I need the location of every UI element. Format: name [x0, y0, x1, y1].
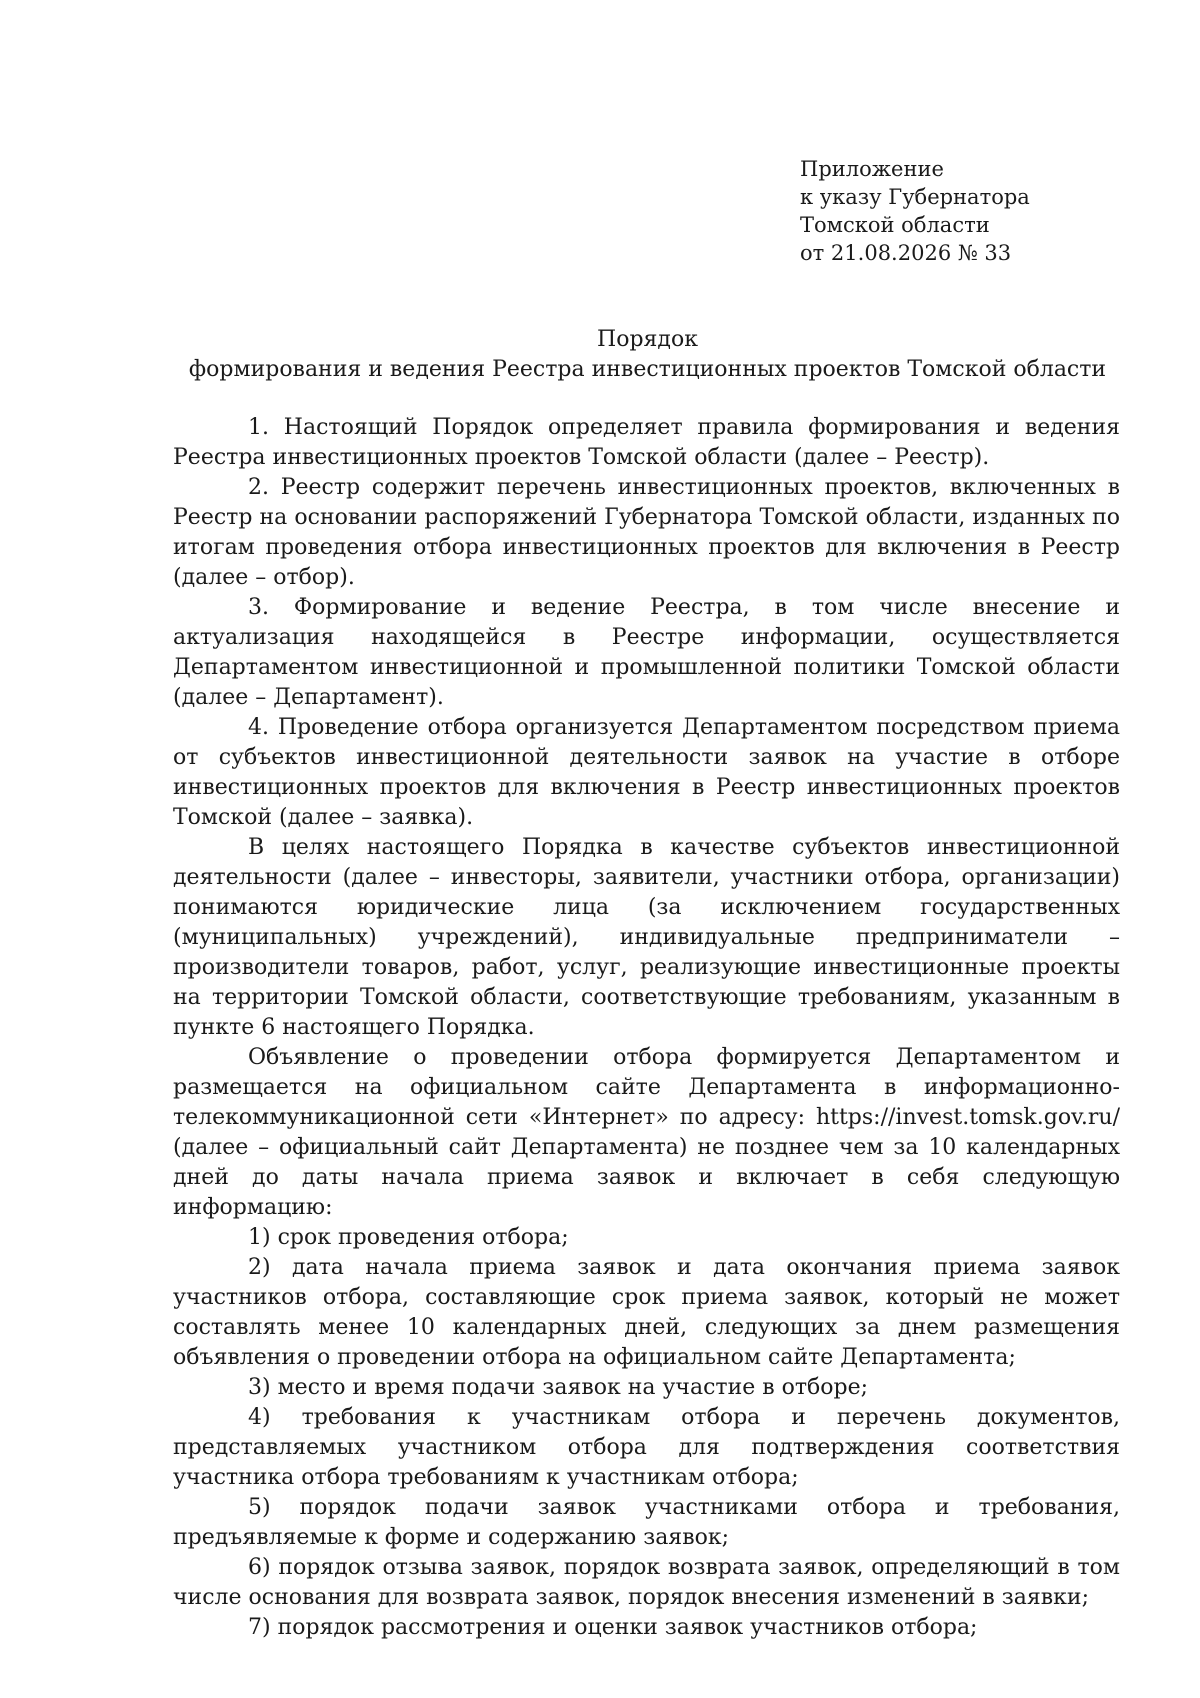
document-subtitle: формирования и ведения Реестра инвестиционных проектов Томской области — [188, 357, 1107, 382]
list-item-4: 4) требования к участникам отбора и перечень документов, представляемых участником отбора для подтверждения соответствия участника отбора требованиям к участникам отбора; — [173, 1405, 1120, 1490]
paragraph-announcement: Объявление о проведении отбора формируется Департаментом и размещается на официальном сайте Департамента в информационно-телекоммуникационной сети «Интернет» по адресу: https://invest.tomsk.gov.ru/ (далее – официальный сайт Департамента) не позднее чем за 10 календарных дней до даты начала приема заявок и включает в себя следующую информацию: — [173, 1045, 1120, 1220]
appendix-line: Томской области — [800, 213, 990, 237]
document-title: Порядок — [597, 327, 698, 352]
list-item-7: 7) порядок рассмотрения и оценки заявок участников отбора; — [248, 1615, 978, 1640]
list-item-3: 3) место и время подачи заявок на участие в отборе; — [248, 1375, 869, 1400]
paragraph-2: 2. Реестр содержит перечень инвестиционных проектов, включенных в Реестр на основании распоряжений Губернатора Томской области, изданных по итогам проведения отбора инвестиционных проектов для включения в Реестр (далее – отбор). — [173, 475, 1120, 590]
list-item-5: 5) порядок подачи заявок участниками отбора и требования, предъявляемые к форме и содержанию заявок; — [173, 1495, 1120, 1550]
paragraph-investors-definition: В целях настоящего Порядка в качестве субъектов инвестиционной деятельности (далее – инвесторы, заявители, участники отбора, организации) понимаются юридические лица (за исключением государственных (муниципальных) учреждений), индивидуальные предприниматели – производители товаров, работ, услуг, реализующие инвестиционные проекты на территории Томской области, соответствующие требованиям, указанным в пункте 6 настоящего Порядка. — [173, 835, 1120, 1040]
appendix-date-number: от 21.08.2026 № 33 — [800, 241, 1012, 265]
paragraph-3: 3. Формирование и ведение Реестра, в том числе внесение и актуализация находящейся в Реестре информации, осуществляется Департаментом инвестиционной и промышленной политики Томской области (далее – Департамент). — [173, 595, 1120, 710]
paragraph-1: 1. Настоящий Порядок определяет правила формирования и ведения Реестра инвестиционных проектов Томской области (далее – Реестр). — [173, 415, 1120, 470]
document-body — [173, 413, 1120, 1643]
appendix-line: Приложение — [800, 157, 944, 181]
paragraph-4: 4. Проведение отбора организуется Департаментом посредством приема от субъектов инвестиционной деятельности заявок на участие в отборе инвестиционных проектов для включения в Реестр инвестиционных проектов Томской (далее – заявка). — [173, 715, 1120, 830]
list-item-1: 1) срок проведения отбора; — [248, 1225, 569, 1250]
list-item-6: 6) порядок отзыва заявок, порядок возврата заявок, определяющий в том числе основания для возврата заявок, порядок внесения изменений в заявки; — [173, 1555, 1120, 1610]
appendix-block — [800, 155, 1030, 267]
list-item-2: 2) дата начала приема заявок и дата окончания приема заявок участников отбора, составляющие срок приема заявок, который не может составлять менее 10 календарных дней, следующих за днем размещения объявления о проведении отбора на официальном сайте Департамента; — [173, 1255, 1120, 1370]
appendix-line: к указу Губернатора — [800, 185, 1030, 209]
